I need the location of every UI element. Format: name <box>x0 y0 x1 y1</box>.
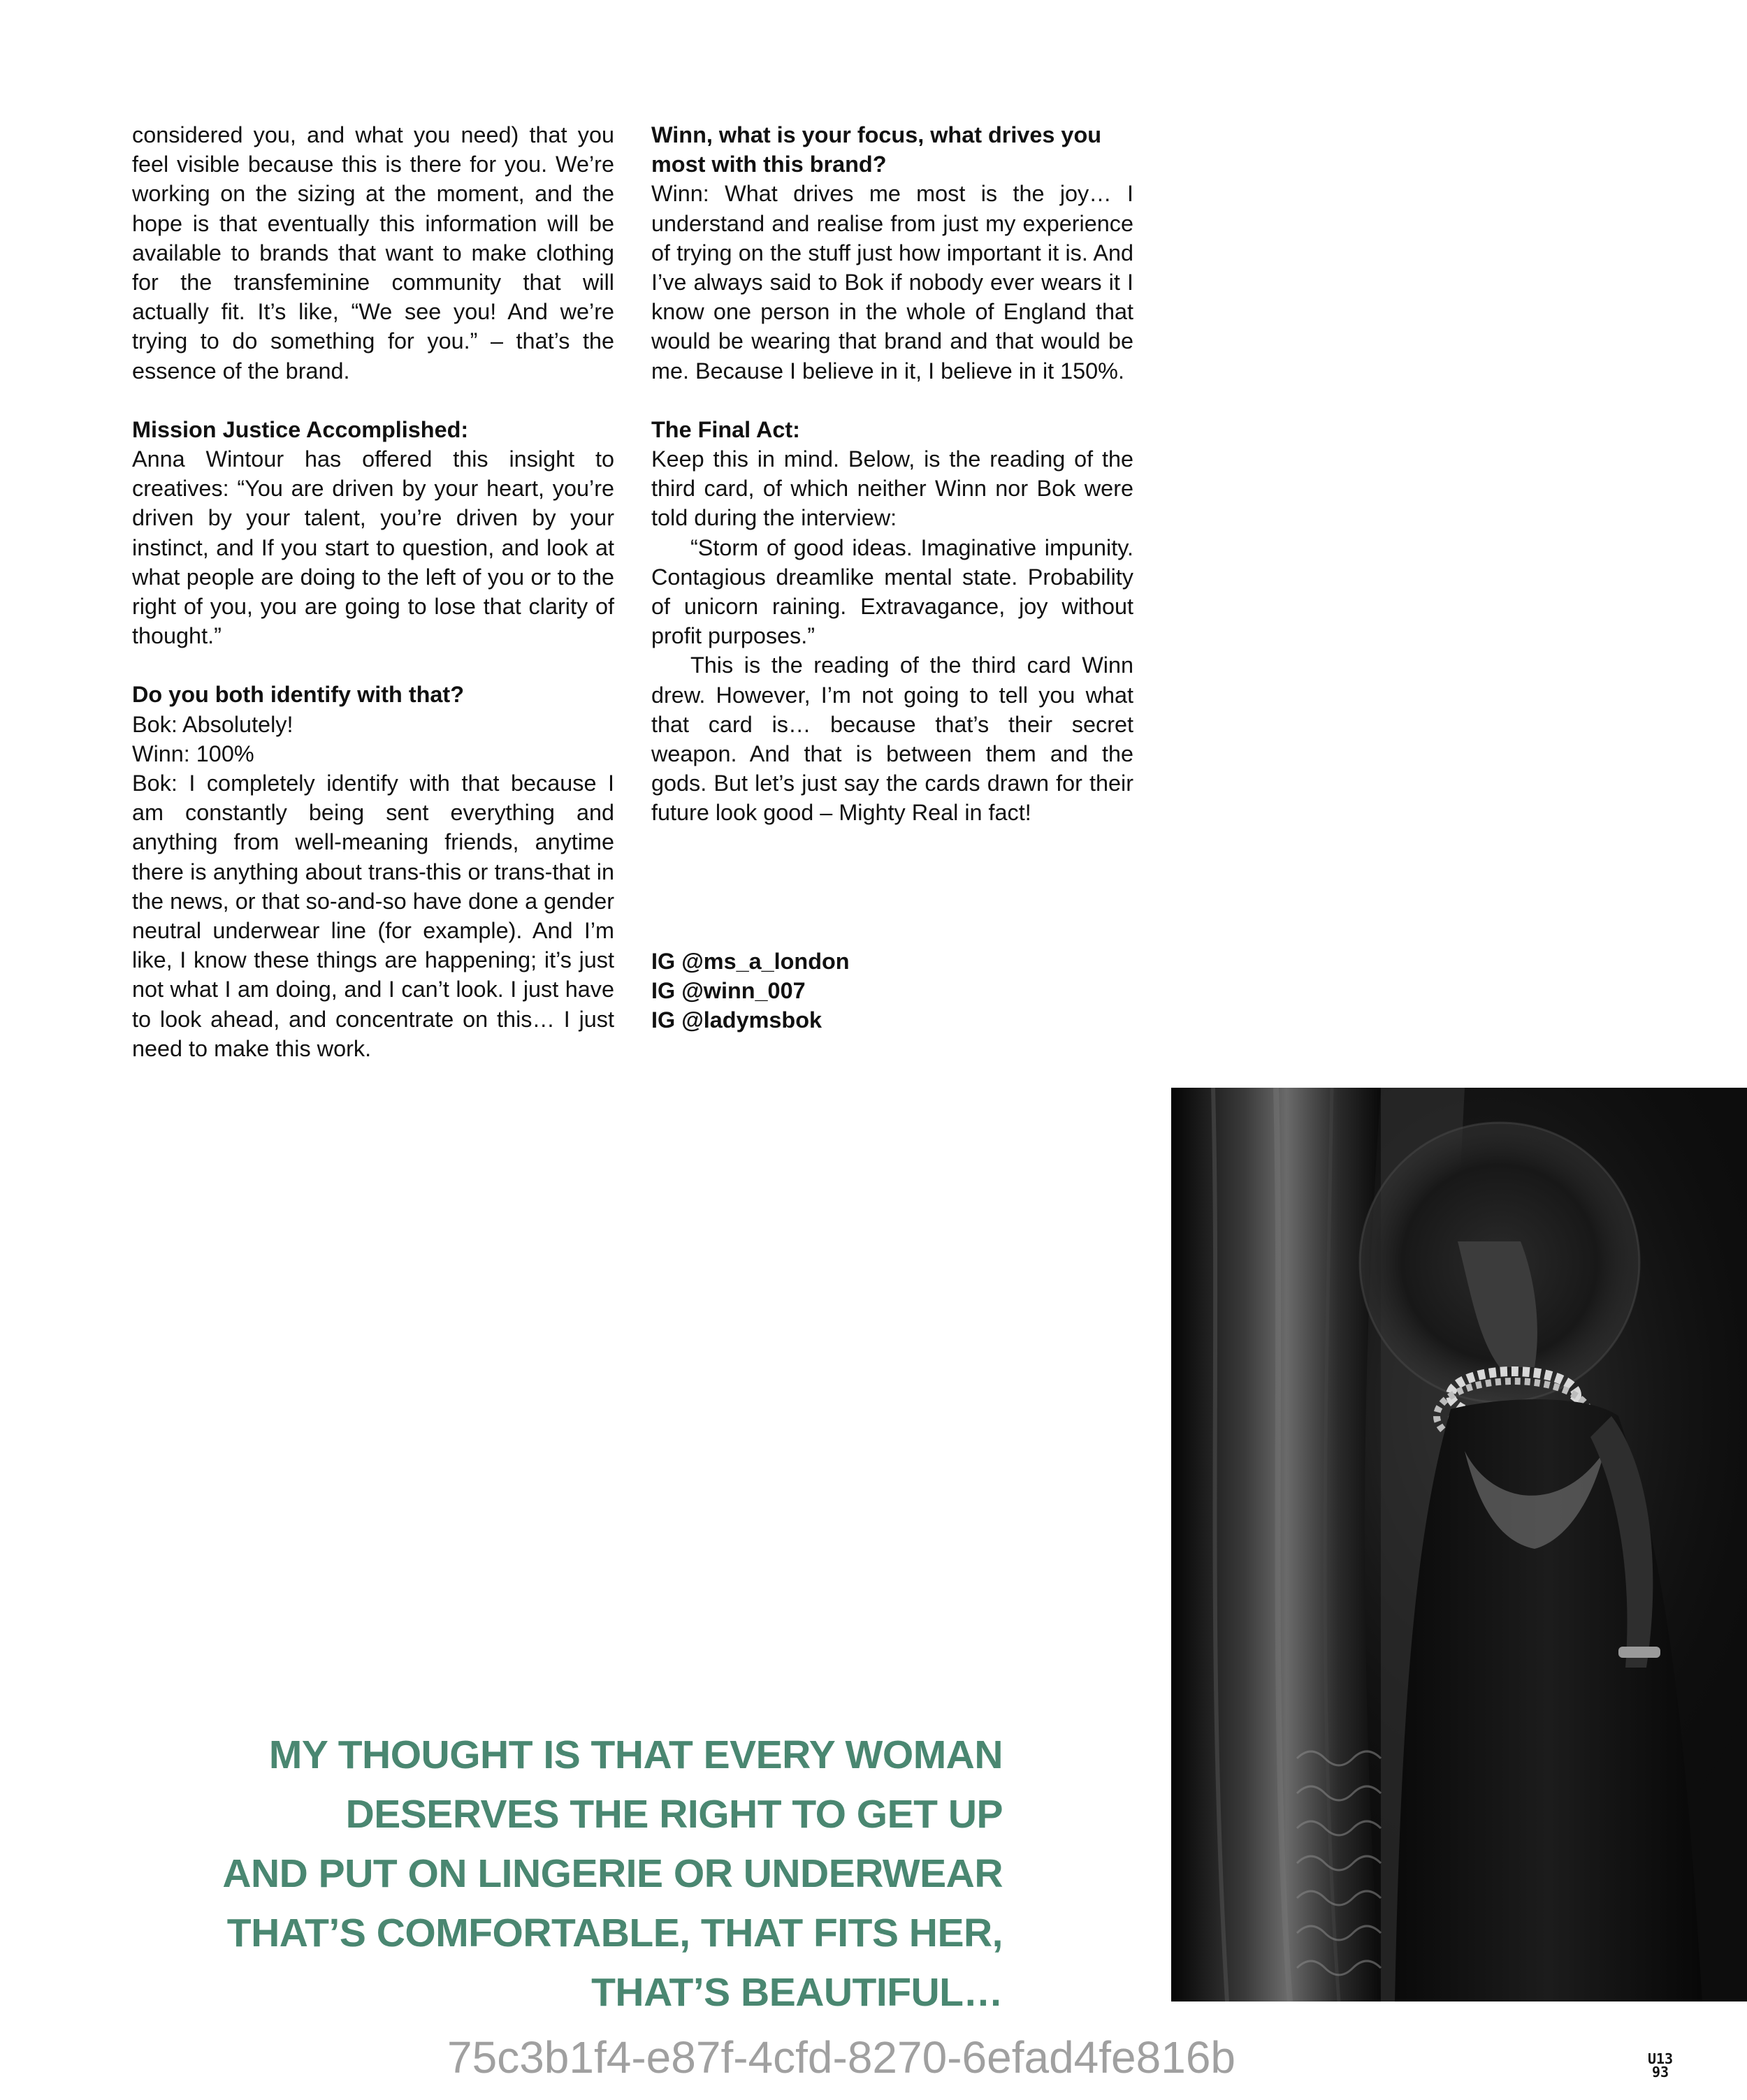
instagram-handle: IG @winn_007 <box>651 977 806 1003</box>
watermark-id: 75c3b1f4-e87f-4cfd-8270-6efad4fe816b <box>447 2032 1235 2083</box>
body-paragraph-wintour-quote: Anna Wintour has offered this insight to creatives: “You are driven by your heart, you’re driven by your talent, you’re driven by your instinct, and If you start to question, and look at what people are doing to the left of you or to the right of you, you are going to lose that clarity of thought.” <box>132 446 614 649</box>
subheading-final-act: The Final Act: <box>651 416 800 442</box>
page-number: 93 <box>1651 2064 1669 2080</box>
pull-quote-line: DESERVES THE RIGHT TO GET UP <box>345 1792 1003 1837</box>
instagram-handle: IG @ladymsbok <box>651 1007 822 1033</box>
pull-quote-line: MY THOUGHT IS THAT EVERY WOMAN <box>268 1733 1003 1777</box>
subheading-winn-focus: Winn, what is your focus, what drives you most with this brand? <box>651 122 1102 177</box>
right-text-column <box>651 120 1133 1035</box>
page-folio <box>1646 2052 1674 2079</box>
answer-winn-short: Winn: 100% <box>132 741 254 766</box>
subheading-mission-justice: Mission Justice Accomplished: <box>132 416 469 442</box>
body-paragraph-intro: considered you, and what you need) that you feel visible because this is there for you. We’re working on the sizing at the moment, and the hope is that eventually this information will be available to brands that want to make clothing for the transfeminine community that will actually fit. It’s like, “We see you! And we’re trying to do something for you.” – that’s the essence of the brand. <box>132 122 614 384</box>
body-paragraph-final-act: Keep this in mind. Below, is the reading of the third card, of which neither Winn nor Bok were told during the interview: <box>651 446 1133 531</box>
pull-quote-line: THAT’S COMFORTABLE, THAT FITS HER, <box>226 1911 1003 1955</box>
portrait-photo-illustration <box>1171 1088 1747 2001</box>
portrait-photo <box>1171 1088 1747 2001</box>
answer-bok-short: Bok: Absolutely! <box>132 711 293 737</box>
body-paragraph-bok-answer: Bok: I completely identify with that because I am constantly being sent everything and anything from well-meaning friends, anytime there is anything about trans-this or trans-that in the news, or that so-and-so have done a gender neutral underwear line (for example). And I’m like, I know these things are happening; it’s just not what I am doing, and I can’t look. I just have to look ahead, and concentrate on this… I just need to make this work. <box>132 771 614 1061</box>
body-paragraph-card-reading: “Storm of good ideas. Imaginative impunity. Contagious dreamlike mental state. Probability of unicorn raining. Extravagance, joy without profit purposes.” <box>651 534 1133 649</box>
body-paragraph-closing: This is the reading of the third card Winn drew. However, I’m not going to tell you what that card is… because that’s their secret weapon. And that is between them and the gods. But let’s just say the cards drawn for their future look good – Mighty Real in fact! <box>651 652 1133 826</box>
pull-quote-line: AND PUT ON LINGERIE OR UNDERWEAR <box>222 1851 1003 1896</box>
pull-quote <box>210 1726 1003 2022</box>
issue-number: U13 <box>1647 2050 1674 2067</box>
body-paragraph-winn-answer: Winn: What drives me most is the joy… I understand and realise from just my experience of trying on the stuff just how important it is. And I’ve always said to Bok if nobody ever wears it I know one person in the whole of England that would be wearing that brand and that would be me. Because I believe in it, I believe in it 150%. <box>651 181 1133 384</box>
pull-quote-line: THAT’S BEAUTIFUL… <box>591 1970 1003 2015</box>
subheading-identify: Do you both identify with that? <box>132 682 464 708</box>
instagram-handle: IG @ms_a_london <box>651 948 850 974</box>
left-text-column <box>132 120 614 1063</box>
